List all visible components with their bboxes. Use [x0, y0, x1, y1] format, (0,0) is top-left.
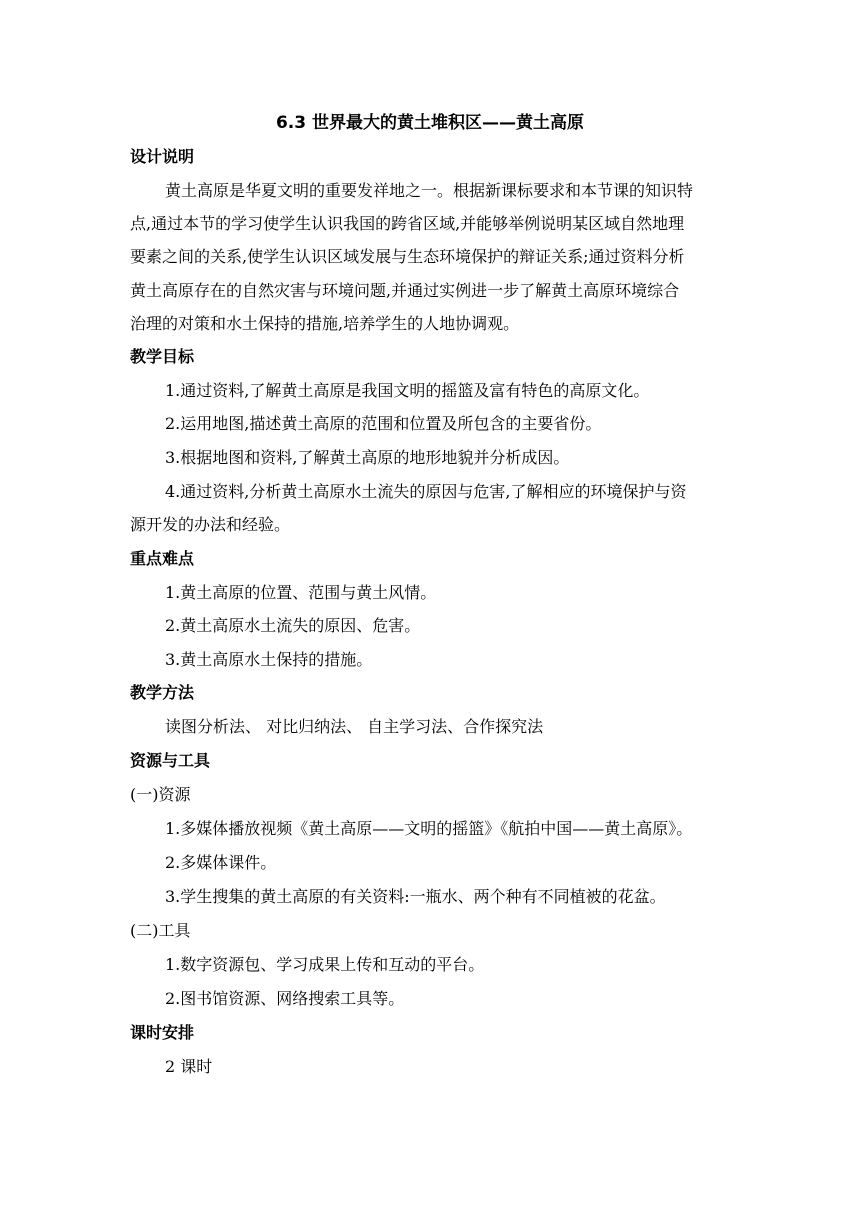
list-item: 2.运用地图,描述黄土高原的范围和位置及所包含的主要省份。: [165, 414, 602, 433]
page-title: 6.3 世界最大的黄土堆积区——黄土高原: [275, 113, 585, 133]
list-item: 1.通过资料,了解黄土高原是我国文明的摇篮及富有特色的高原文化。: [165, 381, 650, 400]
paragraph-line: 治理的对策和水土保持的措施,培养学生的人地协调观。: [130, 314, 520, 333]
list-item: 4.通过资料,分析黄土高原水土流失的原因与危害,了解相应的环境保护与资: [165, 482, 687, 501]
section-heading-resources: 资源与工具: [130, 751, 211, 770]
schedule-line: 2 课时: [165, 1057, 213, 1076]
section-heading-goals: 教学目标: [130, 347, 195, 366]
method-line: 读图分析法、 对比归纳法、 自主学习法、合作探究法: [165, 717, 544, 736]
subsection-heading: (一)资源: [130, 785, 191, 804]
list-item: 1.数字资源包、学习成果上传和互动的平台。: [165, 955, 485, 974]
section-heading-key: 重点难点: [130, 549, 195, 568]
paragraph-line: 黄土高原存在的自然灾害与环境问题,并通过实例进一步了解黄土高原环境综合: [130, 281, 680, 300]
list-item: 2.图书馆资源、网络搜索工具等。: [165, 989, 405, 1008]
list-item-continuation: 源开发的办法和经验。: [130, 515, 291, 534]
paragraph-line: 黄土高原是华夏文明的重要发祥地之一。根据新课标要求和本节课的知识特: [165, 181, 694, 200]
list-item: 2.多媒体课件。: [165, 853, 277, 872]
section-heading-schedule: 课时安排: [130, 1023, 195, 1042]
section-heading-method: 教学方法: [130, 683, 195, 702]
list-item: 3.黄土高原水土保持的措施。: [165, 650, 373, 669]
list-item: 2.黄土高原水土流失的原因、危害。: [165, 616, 421, 635]
list-item: 3.学生搜集的黄土高原的有关资料:一瓶水、两个种有不同植被的花盆。: [165, 887, 666, 906]
list-item: 1.黄土高原的位置、范围与黄土风情。: [165, 583, 437, 602]
list-item: 3.根据地图和资料,了解黄土高原的地形地貌并分析成因。: [165, 448, 570, 467]
subsection-heading: (二)工具: [130, 921, 191, 940]
list-item: 1.多媒体播放视频《黄土高原——文明的摇篮》《航拍中国——黄土高原》。: [165, 819, 693, 838]
section-heading-design: 设计说明: [130, 147, 195, 166]
paragraph-line: 点,通过本节的学习使学生认识我国的跨省区域,并能够举例说明某区域自然地理: [130, 214, 685, 233]
paragraph-line: 要素之间的关系,使学生认识区域发展与生态环境保护的辩证关系;通过资料分析: [130, 247, 685, 266]
